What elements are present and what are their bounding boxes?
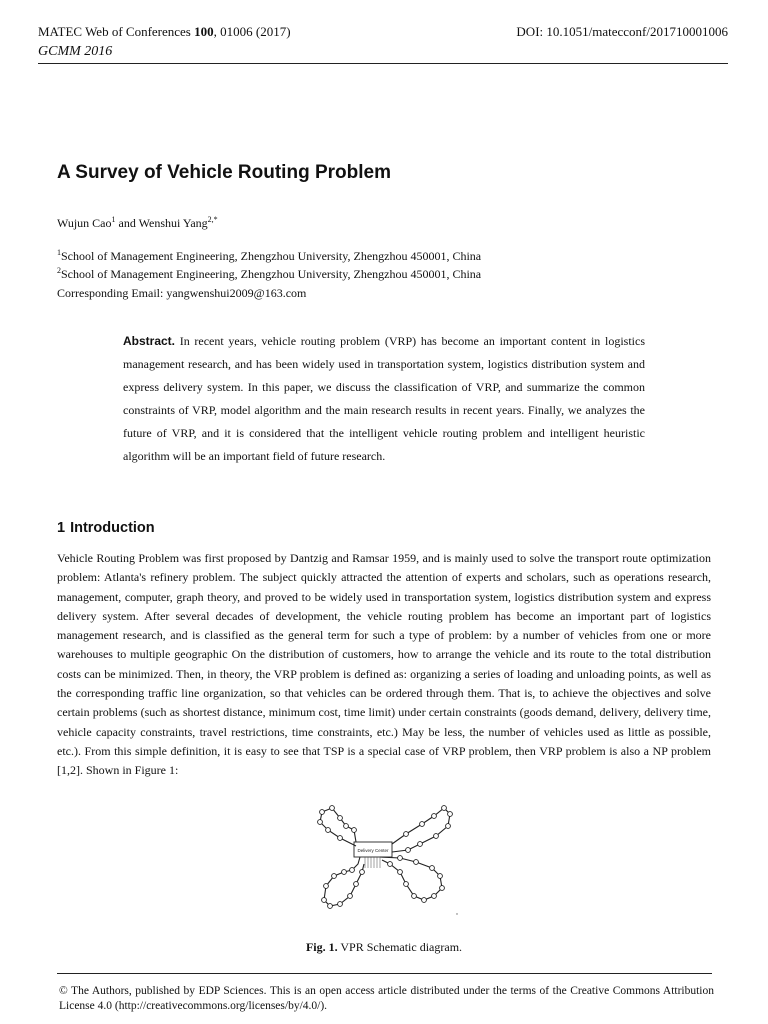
figure-caption-text: VPR Schematic diagram. bbox=[337, 940, 463, 954]
section-heading bbox=[57, 518, 155, 538]
affiliation-2 bbox=[57, 266, 481, 282]
author-affiliation-mark: 1 bbox=[111, 215, 116, 224]
abstract-text: In recent years, vehicle routing problem (VRP) has become an important content in logistics management research, and has been widely used in transportation system, logistics distribution system and express delivery system. In this paper, we discuss the classification of VRP, and summarize the common constraints of VRP, model algorithm and the main research results in recent years. Finally, we analyzes the future of VRP, and it is considered that the intelligent vehicle routing problem and intelligent heuristic algorithm will be an important field of future research. bbox=[123, 334, 645, 463]
footer-divider bbox=[57, 973, 712, 974]
license-footer: © The Authors, published by EDP Sciences. This is an open access article distributed under the terms of the Creative Commons Attribution License 4.0 (http://creativecommons.org/licenses/by/4.0/). bbox=[59, 985, 714, 1012]
figure-caption-label: Fig. 1. bbox=[305, 940, 338, 954]
section-number: 1 bbox=[57, 520, 66, 536]
affiliation-text: School of Management Engineering, Zhengzhou University, Zhengzhou 450001, China bbox=[61, 249, 482, 263]
section-title: Introduction bbox=[70, 520, 155, 536]
affiliation-mark: 1 bbox=[57, 248, 61, 257]
route-loop-top-left bbox=[320, 808, 356, 846]
vrp-schematic-figure bbox=[310, 800, 470, 920]
affiliation-1 bbox=[57, 248, 481, 264]
route-loop-bottom-left bbox=[324, 857, 364, 906]
abstract-label: Abstract. bbox=[123, 334, 176, 348]
author-affiliation-mark: 2,* bbox=[207, 215, 218, 224]
figure-caption bbox=[0, 939, 768, 955]
center-connectors bbox=[365, 857, 380, 868]
author-joiner: and bbox=[115, 216, 139, 230]
journal-citation bbox=[38, 23, 291, 41]
affiliation-mark: 2 bbox=[57, 266, 61, 275]
journal-name: MATEC Web of Conferences bbox=[38, 24, 195, 39]
author-list bbox=[57, 215, 218, 231]
vrp-schematic-diagram bbox=[310, 800, 470, 920]
affiliation-text: School of Management Engineering, Zhengzhou University, Zhengzhou 450001, China bbox=[61, 267, 482, 281]
article-number: , 01006 (2017) bbox=[213, 24, 291, 39]
figure-speck bbox=[456, 913, 457, 914]
delivery-center-label: Delivery Center bbox=[357, 848, 389, 853]
header-divider bbox=[38, 63, 728, 64]
author-name: Wujun Cao bbox=[57, 216, 112, 230]
conference-name: GCMM 2016 bbox=[38, 44, 113, 59]
abstract bbox=[123, 330, 645, 468]
paper-title: A Survey of Vehicle Routing Problem bbox=[57, 162, 391, 183]
corresponding-email[interactable]: Corresponding Email: yangwenshui2009@163.com bbox=[57, 286, 307, 300]
author-name: Wenshui Yang bbox=[138, 216, 208, 230]
introduction-paragraph: Vehicle Routing Problem was first proposed by Dantzig and Ramsar 1959, and is mainly used to solve the transport route optimization problem: Atlanta's refinery problem. The subject quickly attracted the attention of experts and scholars, such as operations research, management, computer, graph theory, and proved to be widely used in transportation system, logistics distribution system and express delivery system. After several decades of development, the vehicle routing problem has become an important part of logistics management research, and is classified as the general term for such a type of problem: by a number of vehicles from one or more warehouses to multiple geographic On the distribution of customers, how to arrange the vehicle and its route to the total distribution costs can be minimized. Then, in theory, the VRP problem is defined as: organizing a series of loading and unloading points, as well as the corresponding traffic line organization, so that vehicles can be ordered through them. That is, to achieve the objectives and solve certain problems (such as shortest distance, minimum cost, time limit) under certain constraints (goods demand, delivery, delivery time, vehicle capacity constraints, travel restrictions, time constraints, etc.) May be less, the number of vehicles used as little as possible, etc.). From this simple definition, it is easy to see that TSP is a special case of VRP problem, then VRP problem is also a NP problem [1,2]. Shown in Figure 1: bbox=[57, 551, 711, 778]
journal-volume: 100 bbox=[194, 24, 214, 39]
doi-link[interactable]: DOI: 10.1051/matecconf/201710001006 bbox=[516, 24, 728, 39]
